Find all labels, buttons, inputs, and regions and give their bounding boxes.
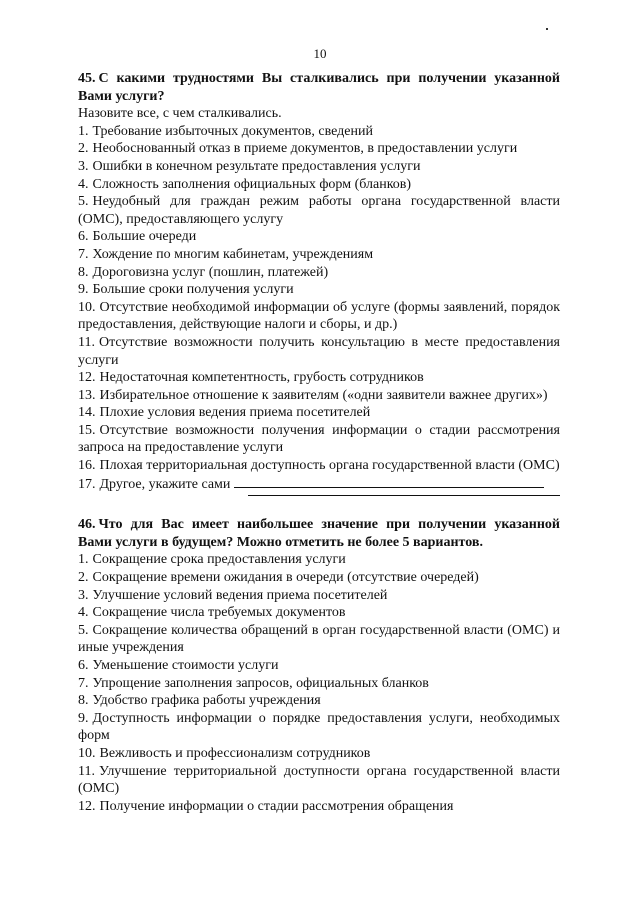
question-45 bbox=[78, 70, 560, 496]
question-number: 45. bbox=[78, 71, 96, 86]
question-number: 46. bbox=[78, 517, 96, 533]
option-item[interactable] bbox=[78, 675, 560, 693]
option-text: Вежливость и профессионализм сотрудников bbox=[99, 745, 371, 761]
option-text: Улучшение условий ведения приема посетителей bbox=[92, 587, 388, 603]
option-text: Получение информации о стадии рассмотрения обращения bbox=[99, 798, 454, 814]
option-text: Доступность информации о порядке предоставления услуги, необходимых форм bbox=[78, 710, 560, 744]
option-number: 12. bbox=[78, 370, 96, 386]
question-45-options bbox=[78, 123, 560, 475]
page-number: 10 bbox=[313, 46, 327, 61]
question-46-options bbox=[78, 551, 560, 815]
option-number: 9. bbox=[78, 710, 89, 726]
option-item[interactable] bbox=[78, 193, 560, 228]
option-text: Большие сроки получения услуги bbox=[92, 282, 294, 298]
question-45-instruction: Назовите все, с чем сталкивались. bbox=[78, 106, 282, 122]
option-number: 11. bbox=[78, 334, 95, 350]
question-46 bbox=[78, 516, 560, 815]
option-item[interactable] bbox=[78, 604, 560, 622]
option-text: Неудобный для граждан режим работы органа государственной власти (ОМС), предоставляющего услугу bbox=[78, 194, 560, 227]
option-number: 12. bbox=[78, 798, 96, 814]
option-text: Удобство графика работы учреждения bbox=[92, 693, 321, 709]
option-item[interactable] bbox=[78, 246, 560, 264]
option-item[interactable] bbox=[78, 369, 560, 387]
option-item[interactable] bbox=[78, 551, 560, 569]
option-number: 7. bbox=[78, 246, 89, 262]
option-text: Сокращение срока предоставления услуги bbox=[92, 552, 346, 568]
option-text: Хождение по многим кабинетам, учреждениям bbox=[92, 246, 374, 262]
option-text: Другое, укажите сами bbox=[99, 476, 231, 492]
option-item[interactable] bbox=[78, 176, 560, 194]
option-item[interactable] bbox=[78, 457, 560, 475]
option-number: 13. bbox=[78, 387, 96, 403]
option-other[interactable] bbox=[78, 475, 560, 494]
option-item[interactable] bbox=[78, 158, 560, 176]
option-item[interactable] bbox=[78, 140, 560, 158]
question-text: Что для Вас имеет наибольшее значение при получении указанной Вами услуги в будущем? Можно отметить не более 5 вариантов. bbox=[78, 517, 560, 550]
option-text: Избирательное отношение к заявителям («одни заявители важнее других») bbox=[99, 387, 548, 403]
option-number: 11. bbox=[78, 763, 95, 779]
option-text: Упрощение заполнения запросов, официальных бланков bbox=[92, 675, 429, 691]
option-item[interactable] bbox=[78, 710, 560, 745]
option-number: 8. bbox=[78, 264, 89, 280]
option-number: 10. bbox=[78, 745, 96, 761]
option-item[interactable] bbox=[78, 569, 560, 587]
option-item[interactable] bbox=[78, 123, 560, 141]
option-number: 5. bbox=[78, 194, 89, 210]
scan-dot bbox=[546, 28, 548, 30]
option-item[interactable] bbox=[78, 299, 560, 334]
option-item[interactable] bbox=[78, 228, 560, 246]
option-item[interactable] bbox=[78, 404, 560, 422]
option-text: Сокращение числа требуемых документов bbox=[92, 605, 346, 621]
option-number: 6. bbox=[78, 229, 89, 245]
option-number: 5. bbox=[78, 622, 89, 638]
option-text: Отсутствие необходимой информации об услуге (формы заявлений, порядок предоставления, действующие налоги и сборы, и др.) bbox=[78, 299, 560, 333]
option-text: Большие очереди bbox=[92, 229, 197, 245]
option-number: 14. bbox=[78, 405, 96, 421]
option-item[interactable] bbox=[78, 387, 560, 405]
option-number: 4. bbox=[78, 605, 89, 621]
option-item[interactable] bbox=[78, 763, 560, 798]
option-text: Сложность заполнения официальных форм (бланков) bbox=[92, 176, 412, 192]
other-answer-line[interactable] bbox=[234, 475, 544, 488]
option-number: 2. bbox=[78, 141, 89, 157]
option-text: Требование избыточных документов, сведений bbox=[92, 123, 373, 139]
option-text: Недостаточная компетентность, грубость сотрудников bbox=[99, 370, 424, 386]
option-text: Плохие условия ведения приема посетителей bbox=[99, 405, 371, 421]
option-item[interactable] bbox=[78, 587, 560, 605]
option-item[interactable] bbox=[78, 745, 560, 763]
option-text: Сокращение количества обращений в орган государственной власти (ОМС) и иные учреждения bbox=[78, 622, 560, 656]
option-number: 1. bbox=[78, 123, 89, 139]
page-content bbox=[78, 70, 560, 835]
option-text: Необоснованный отказ в приеме документов, в предоставлении услуги bbox=[92, 141, 518, 157]
option-item[interactable] bbox=[78, 281, 560, 299]
option-item[interactable] bbox=[78, 334, 560, 369]
option-item[interactable] bbox=[78, 422, 560, 457]
option-number: 3. bbox=[78, 587, 89, 603]
option-number: 15. bbox=[78, 422, 96, 438]
option-number: 3. bbox=[78, 158, 89, 174]
option-text: Уменьшение стоимости услуги bbox=[92, 658, 279, 673]
option-number: 10. bbox=[78, 299, 96, 315]
option-number: 16. bbox=[78, 458, 96, 474]
divider-line bbox=[248, 493, 560, 496]
question-45-title bbox=[78, 70, 560, 105]
option-text: Отсутствие возможности получения информации о стадии рассмотрения запроса на предоставление услуги bbox=[78, 422, 560, 456]
option-number: 17. bbox=[78, 476, 96, 492]
option-number: 7. bbox=[78, 675, 89, 691]
option-text: Ошибки в конечном результате предоставления услуги bbox=[92, 158, 421, 174]
question-text: С какими трудностями Вы сталкивались при получении указанной Вами услуги? bbox=[78, 71, 560, 104]
option-item[interactable] bbox=[78, 657, 560, 675]
option-item[interactable] bbox=[78, 798, 560, 816]
option-number: 6. bbox=[78, 658, 89, 673]
option-item[interactable] bbox=[78, 692, 560, 710]
option-item[interactable] bbox=[78, 264, 560, 282]
option-number: 1. bbox=[78, 552, 89, 568]
option-number: 2. bbox=[78, 570, 89, 586]
option-number: 4. bbox=[78, 176, 89, 192]
question-46-title bbox=[78, 516, 560, 551]
option-item[interactable] bbox=[78, 622, 560, 657]
option-text: Дороговизна услуг (пошлин, платежей) bbox=[92, 264, 329, 280]
option-text: Плохая территориальная доступность органа государственной власти (ОМС) bbox=[99, 458, 560, 474]
option-text: Сокращение времени ожидания в очереди (отсутствие очередей) bbox=[92, 570, 479, 586]
option-number: 8. bbox=[78, 693, 89, 709]
option-text: Улучшение территориальной доступности органа государственной власти (ОМС) bbox=[78, 763, 560, 797]
option-text: Отсутствие возможности получить консультацию в месте предоставления услуги bbox=[78, 334, 560, 368]
option-number: 9. bbox=[78, 282, 89, 298]
